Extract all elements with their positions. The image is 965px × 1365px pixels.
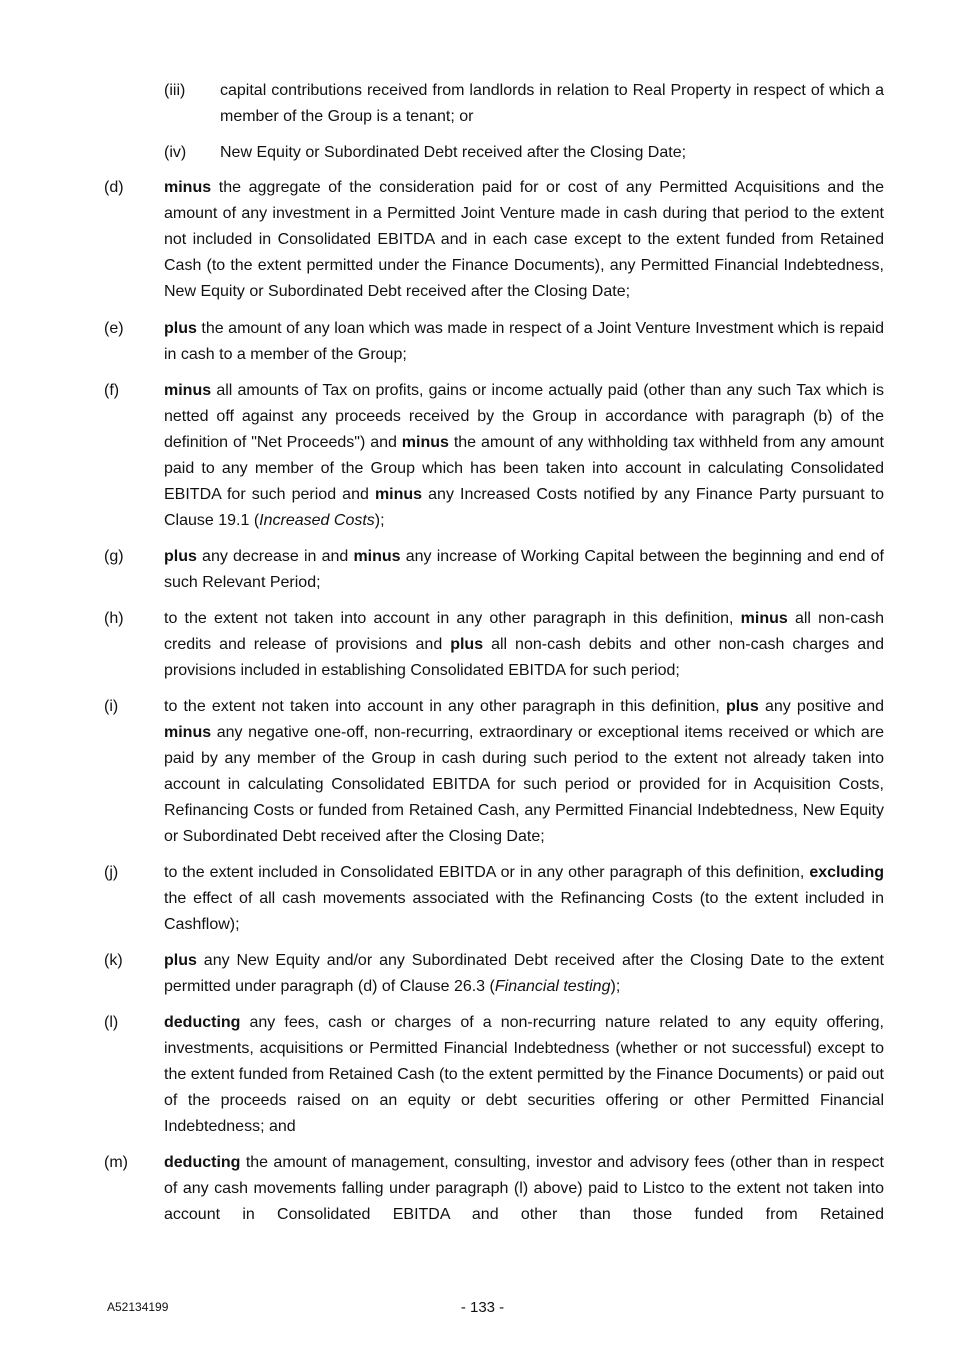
italic-term: Increased Costs <box>259 512 375 529</box>
bold-term: deducting <box>164 1154 241 1171</box>
item-text: minus the aggregate of the consideration paid for or cost of any Permitted Acquisitions and the amount of any investment in a Permitted Joint Venture made in cash during that period to the extent not included in Consolidated EBITDA and in each case except to the extent funded from Retained Cash (to the extent permitted under the Finance Documents), any Permitted Financial Indebtedness, New Equity or Subordinated Debt received after the Closing Date; <box>164 179 884 300</box>
item-label: (e) <box>104 320 124 337</box>
item-label: (d) <box>104 179 124 196</box>
item-label: (iii) <box>164 82 186 99</box>
item-text: plus any New Equity and/or any Subordinated Debt received after the Closing Date to the extent permitted under paragraph (d) of Clause 26.3 (Financial testing); <box>164 952 884 995</box>
item-text: plus any decrease in and minus any increase of Working Capital between the beginning and end of such Relevant Period; <box>164 548 884 591</box>
bold-term: minus <box>164 179 212 196</box>
bold-term: minus <box>401 434 449 451</box>
item-text: to the extent not taken into account in any other paragraph in this definition, minus all non-cash credits and release of provisions and plus all non-cash debits and other non-cash charges and provisions included in establishing Consolidated EBITDA for such period; <box>164 610 885 679</box>
bold-term: minus <box>353 548 401 565</box>
item-label: (h) <box>104 610 124 627</box>
bold-term: minus <box>164 724 212 741</box>
italic-term: Financial testing <box>494 978 611 995</box>
item-text: capital contributions received from landlords in relation to Real Property in respect of which a member of the Group is a tenant; or <box>220 82 884 125</box>
bold-term: plus <box>164 952 197 969</box>
bold-term: plus <box>450 636 484 653</box>
item-text: deducting any fees, cash or charges of a non-recurring nature related to any equity offering, investments, acquisitions or Permitted Financial Indebtedness (whether or not successful) except to the extent funded from Retained Cash (to the extent permitted by the Finance Documents) or paid out of the proceeds raised on an equity or debt securities offering or other Permitted Financial Indebtedness; and <box>164 1014 884 1135</box>
item-text: deducting the amount of management, consulting, investor and advisory fees (other than in respect of any cash movements falling under paragraph (l) above) paid to Listco to the extent not taken into account in Consolidated EBITDA and other than those funded from Retained <box>164 1154 884 1223</box>
bold-term: minus <box>164 382 212 399</box>
item-label: (f) <box>104 382 120 399</box>
item-text: minus all amounts of Tax on profits, gains or income actually paid (other than any such Tax which is netted off against any proceeds received by the Group in accordance with paragraph (b) of the definition of "Net Proceeds") and minus the amount of any withholding tax withheld from any amount paid to any member of the Group which has been taken into account in calculating Consolidated EBITDA for such period and minus any Increased Costs notified by any Finance Party pursuant to Clause 19.1 (Increased Costs); <box>164 382 885 529</box>
item-label: (iv) <box>164 144 187 161</box>
bold-term: excluding <box>809 864 884 881</box>
item-text: to the extent not taken into account in any other paragraph in this definition, plus any positive and minus any negative one-off, non-recurring, extraordinary or exceptional items received or which are paid by any member of the Group in cash during such period to the extent not already taken into account in calculating Consolidated EBITDA for such period or provided for in Acquisition Costs, Refinancing Costs or funded from Retained Cash, any Permitted Financial Indebtedness, New Equity or Subordinated Debt received after the Closing Date; <box>164 698 885 845</box>
bold-term: plus <box>164 548 197 565</box>
bold-term: minus <box>740 610 788 627</box>
bold-term: plus <box>164 320 197 337</box>
item-label: (m) <box>104 1154 128 1171</box>
item-label: (i) <box>104 698 119 715</box>
item-label: (k) <box>104 952 123 969</box>
item-label: (j) <box>104 864 119 881</box>
item-label: (l) <box>104 1014 119 1031</box>
item-text: New Equity or Subordinated Debt received after the Closing Date; <box>220 144 687 161</box>
bold-term: plus <box>725 698 759 715</box>
bold-term: minus <box>374 486 423 503</box>
item-label: (g) <box>104 548 124 565</box>
document-reference: A52134199 <box>107 1300 169 1314</box>
bold-term: deducting <box>164 1014 241 1031</box>
item-text: plus the amount of any loan which was made in respect of a Joint Venture Investment which is repaid in cash to a member of the Group; <box>164 320 884 363</box>
item-text: to the extent included in Consolidated EBITDA or in any other paragraph of this definition, excluding the effect of all cash movements associated with the Refinancing Costs (to the extent included in Cashflow); <box>164 864 884 933</box>
page-number: - 133 - <box>460 1299 505 1316</box>
